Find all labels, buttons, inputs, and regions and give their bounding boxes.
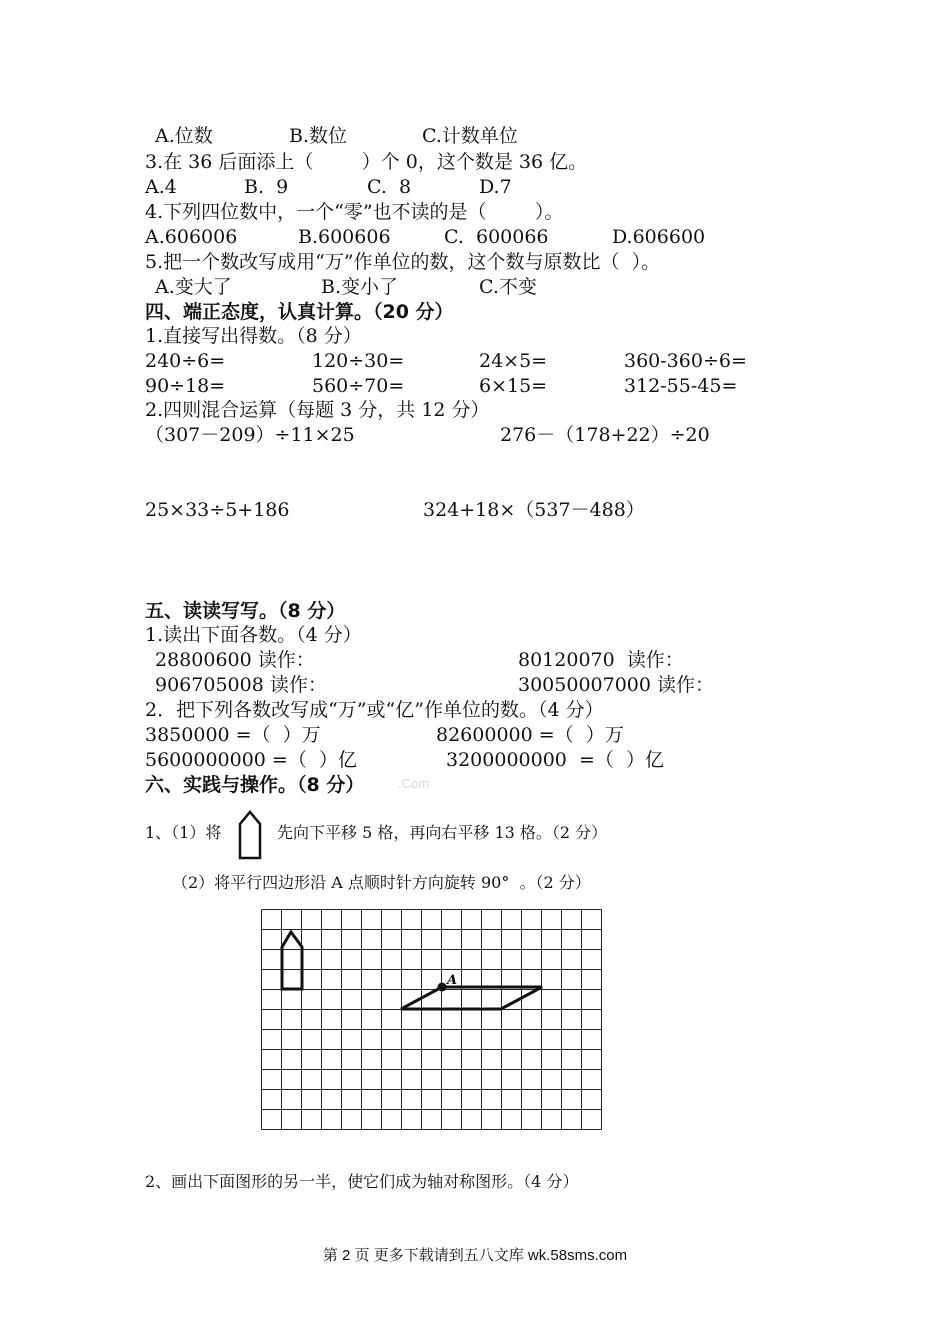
q4-option-c: C. 600066 — [444, 226, 549, 248]
q3-option-c: C. 8 — [367, 176, 412, 198]
task-2-text: （2）将平行四边形沿 A 点顺时针方向旋转 90° 。（2 分） — [172, 873, 591, 892]
rewrite-2: 82600000 =（ ）万 — [436, 724, 624, 746]
watermark: .Com — [398, 776, 430, 791]
calc-1: 240÷6= — [145, 350, 226, 372]
grid-figure — [261, 909, 603, 1131]
q5-option-a: A.变大了 — [155, 276, 232, 298]
calc-7: 6×15= — [479, 375, 548, 397]
q4-option-d: D.606600 — [612, 226, 706, 248]
q5-option-c: C.不变 — [479, 276, 537, 298]
read-number-3: 906705008 读作： — [155, 674, 327, 696]
point-a-label: A — [447, 973, 458, 988]
parallelogram — [401, 987, 542, 1009]
read-number-1: 28800600 读作： — [155, 649, 315, 671]
page-footer: 第 2 页 更多下载请到五八文库 wk.58sms.com — [322, 1247, 628, 1264]
calc-2: 120÷30= — [312, 350, 405, 372]
mixed-expr-4: 324+18×（537－488） — [423, 499, 645, 521]
q2-option-c: C.计数单位 — [422, 125, 518, 147]
grid-lines — [262, 910, 602, 1130]
task-3-text: 2、画出下面图形的另一半，使它们成为轴对称图形。（4 分） — [145, 1172, 579, 1191]
calc-6: 560÷70= — [312, 375, 405, 397]
read-number-4: 30050007000 读作： — [518, 674, 715, 696]
section-4-title: 四、端正态度，认真计算。（20 分） — [145, 301, 454, 323]
q4-option-b: B.600606 — [298, 226, 391, 248]
q5-option-b: B.变小了 — [321, 276, 399, 298]
q4-option-a: A.606006 — [145, 226, 238, 248]
q3-option-a: A.4 — [145, 176, 177, 198]
mixed-expr-3: 25×33÷5+186 — [145, 499, 290, 521]
q3-option-d: D.7 — [479, 176, 512, 198]
point-a — [438, 983, 447, 992]
calc-5: 90÷18= — [145, 375, 226, 397]
section-5-title: 五、读读写写。（8 分） — [145, 600, 346, 622]
section-4-part-2: 2.四则混合运算（每题 3 分，共 12 分） — [145, 399, 490, 421]
q3-stem: 3.在 36 后面添上（ ）个 0，这个数是 36 亿。 — [145, 151, 588, 173]
q3-option-b: B. 9 — [244, 176, 289, 198]
section-4-part-1: 1.直接写出得数。（8 分） — [145, 325, 362, 347]
calc-4: 360-360÷6= — [624, 350, 747, 372]
task-1-prefix: 1、（1）将 — [145, 823, 222, 842]
pentagon-shape-inline — [238, 810, 262, 860]
section-6-title: 六、实践与操作。（8 分） — [145, 774, 365, 796]
q5-stem: 5.把一个数改写成用“万”作单位的数，这个数与原数比（ ）。 — [145, 251, 661, 273]
mixed-expr-2: 276－（178+22）÷20 — [500, 424, 710, 446]
q2-option-b: B.数位 — [289, 125, 348, 147]
section-5-part-1: 1.读出下面各数。（4 分） — [145, 624, 362, 646]
mixed-expr-1: （307－209）÷11×25 — [145, 424, 355, 446]
q2-option-a: A.位数 — [155, 125, 213, 147]
calc-8: 312-55-45= — [624, 375, 738, 397]
calc-3: 24×5= — [479, 350, 548, 372]
task-1-text: 先向下平移 5 格，再向右平移 13 格。（2 分） — [277, 823, 608, 842]
section-5-part-2: 2．把下列各数改写成“万”或“亿”作单位的数。（4 分） — [145, 699, 604, 721]
read-number-2: 80120070 读作： — [518, 649, 684, 671]
pentagon-on-grid — [282, 932, 302, 989]
rewrite-3: 5600000000 =（ ）亿 — [145, 749, 357, 771]
rewrite-1: 3850000 =（ ）万 — [145, 724, 321, 746]
rewrite-4: 3200000000 =（ ）亿 — [446, 749, 664, 771]
q4-stem: 4.下列四位数中，一个“零”也不读的是（ ）。 — [145, 201, 564, 223]
